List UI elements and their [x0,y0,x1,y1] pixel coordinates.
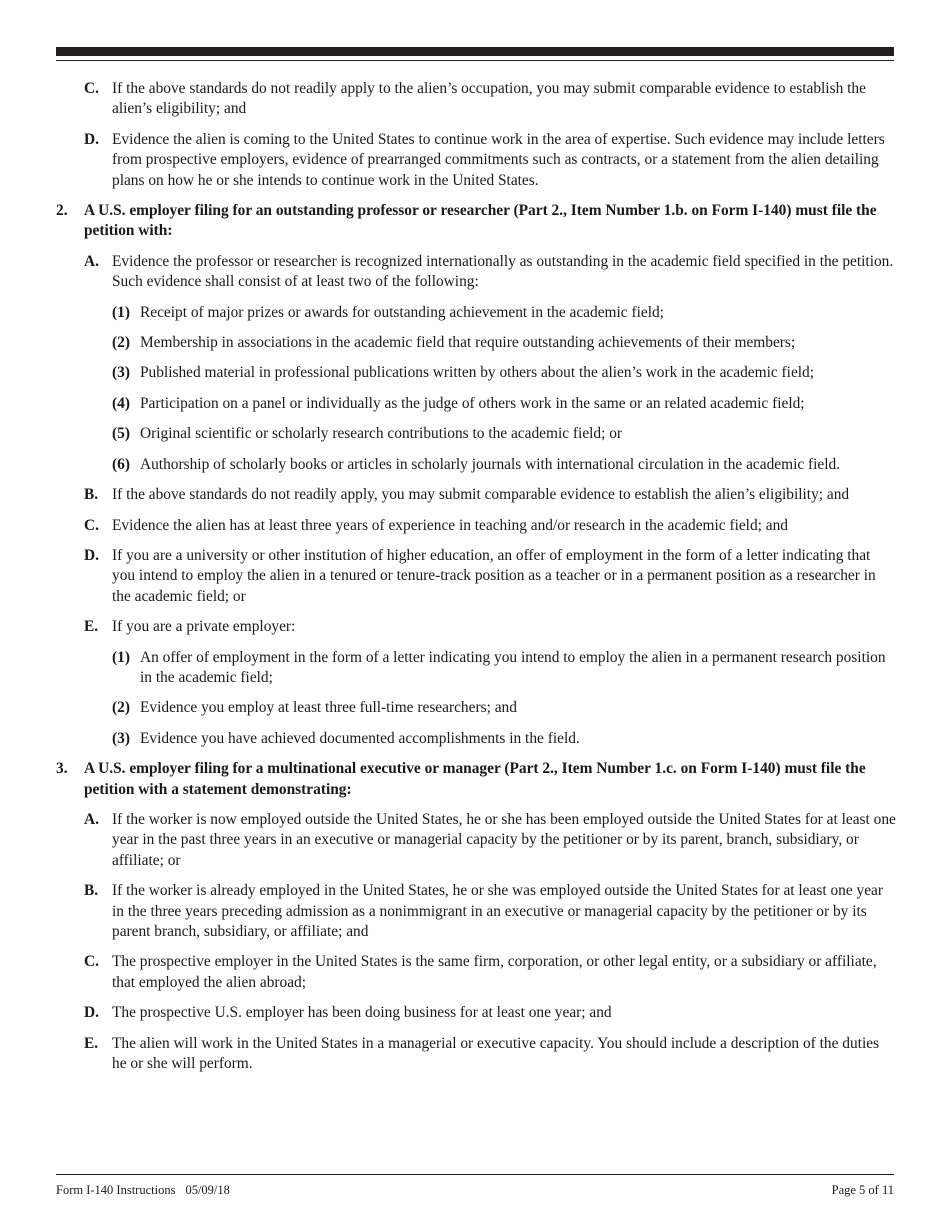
list-item-level-2 [84,485,896,505]
item-text: Published material in professional publications written by others about the alien’s work in the academic field; [140,364,815,382]
list-item-level-3 [112,363,896,383]
item-text: The alien will work in the United States in a managerial or executive capacity. You should include a description of the duties he or she will perform. [112,1034,880,1073]
list-item-level-3 [112,424,896,444]
item-label: (3) [112,729,130,747]
item-label: (6) [112,455,130,473]
item-label: C. [84,953,99,971]
item-text: Receipt of major prizes or awards for outstanding achievement in the academic field; [140,303,664,321]
item-text: Evidence the alien has at least three years of experience in teaching and/or research in the academic field; and [112,516,789,534]
list-item-level-2 [84,130,896,191]
list-item-level-2 [84,516,896,536]
item-text: A U.S. employer filing for a multinational executive or manager (Part 2., Item Number 1.c. on Form I-140) must file the petition with a statement demonstrating: [84,760,866,798]
item-label: C. [84,80,99,97]
list-item-level-2 [84,79,896,120]
item-label: 3. [56,760,68,778]
item-label: D. [84,1004,99,1022]
item-text: If you are a private employer: [112,618,296,636]
item-text: If the worker is now employed outside the United States, he or she has been employed outside the United States for at least one year in the past three years in an executive or managerial capacity by the petitioner or by its parent, branch, subsidiary, or affiliate; or [112,810,896,869]
item-text: Evidence the alien is coming to the United States to continue work in the area of expertise. Such evidence may include letters from prospective employers, evidence of prearranged commitments such as contracts, or a statement from the alien detailing plans on how he or she intends to continue work in the United States. [112,130,885,189]
item-label: (4) [112,394,130,412]
page-footer [56,1183,894,1198]
list-item-level-2 [84,1003,896,1023]
item-label: D. [84,546,99,564]
item-text: If the above standards do not readily apply, you may submit comparable evidence to establish the alien’s eligibility; and [112,486,850,504]
item-text: Evidence you employ at least three full-time researchers; and [140,699,517,717]
list-item-level-3 [112,394,896,414]
item-label: B. [84,486,99,504]
list-item-level-2 [84,252,896,293]
item-label: A. [84,252,99,270]
list-item-level-3 [112,648,896,689]
item-text: An offer of employment in the form of a letter indicating you intend to employ the alien in a permanent research position in the academic field; [140,648,886,686]
list-item-level-3 [112,698,896,718]
item-label: (3) [112,364,130,382]
item-text: If the above standards do not readily apply to the alien’s occupation, you may submit comparable evidence to establish the alien’s eligibility; and [112,80,866,118]
list-item-level-3 [112,333,896,353]
item-text: If you are a university or other institution of higher education, an offer of employment in the form of a letter indicating that you intend to employ the alien in a tenured or tenure-track position as a teacher or in a permanent position as a researcher in the academic field; or [112,546,876,605]
item-text: Evidence you have achieved documented accomplishments in the field. [140,729,580,747]
item-label: (5) [112,425,130,443]
item-text: The prospective employer in the United States is the same firm, corporation, or other legal entity, or a subsidiary or affiliate, that employed the alien abroad; [112,953,877,991]
list-item-level-1 [56,759,896,800]
top-rule-thin [56,60,894,61]
list-item-level-2 [84,952,896,993]
item-text: Authorship of scholarly books or articles in scholarly journals with international circulation in the academic field. [140,455,841,473]
footer-form-info [56,1183,230,1198]
list-item-level-2 [84,881,896,942]
item-text: Participation on a panel or individually as the judge of others work in the same or an related academic field; [140,394,805,412]
instructions-body [56,79,896,1084]
list-item-level-3 [112,303,896,323]
item-text: If the worker is already employed in the United States, he or she was employed outside the United States for at least one year in the three years preceding admission as a nonimmigrant in an executive or managerial capacity by the petitioner or by its parent branch, subsidiary, or affiliate; and [112,882,884,940]
item-label: A. [84,810,99,828]
item-text: Membership in associations in the academic field that require outstanding achievements of their members; [140,334,796,352]
list-item-level-2 [84,1034,896,1075]
list-item-level-2 [84,546,896,607]
list-item-level-3 [112,729,896,749]
item-label: E. [84,1034,99,1052]
item-label: 2. [56,202,68,220]
item-text: The prospective U.S. employer has been doing business for at least one year; and [112,1004,612,1022]
footer-page-number: Page 5 of 11 [831,1183,894,1197]
item-text: Original scientific or scholarly research contributions to the academic field; or [140,425,623,443]
item-label: (2) [112,699,130,717]
list-item-level-2 [84,810,896,871]
item-label: C. [84,516,99,534]
item-label: (1) [112,648,130,666]
item-text: Evidence the professor or researcher is recognized internationally as outstanding in the academic field specified in the petition. Such evidence shall consist of at least two of the following: [112,252,894,291]
top-rule-thick [56,47,894,56]
item-text: A U.S. employer filing for an outstanding professor or researcher (Part 2., Item Number 1.b. on Form I-140) must file the petition with: [84,202,877,240]
list-item-level-3 [112,455,896,475]
list-item-level-2 [84,617,896,637]
item-label: (1) [112,303,130,321]
item-label: (2) [112,334,130,352]
item-label: D. [84,130,99,148]
footer-date: 05/09/18 [185,1183,230,1197]
item-label: E. [84,618,99,636]
footer-form-name: Form I-140 Instructions [56,1183,176,1197]
list-item-level-1 [56,201,896,242]
footer-rule [56,1174,894,1175]
item-label: B. [84,882,99,900]
